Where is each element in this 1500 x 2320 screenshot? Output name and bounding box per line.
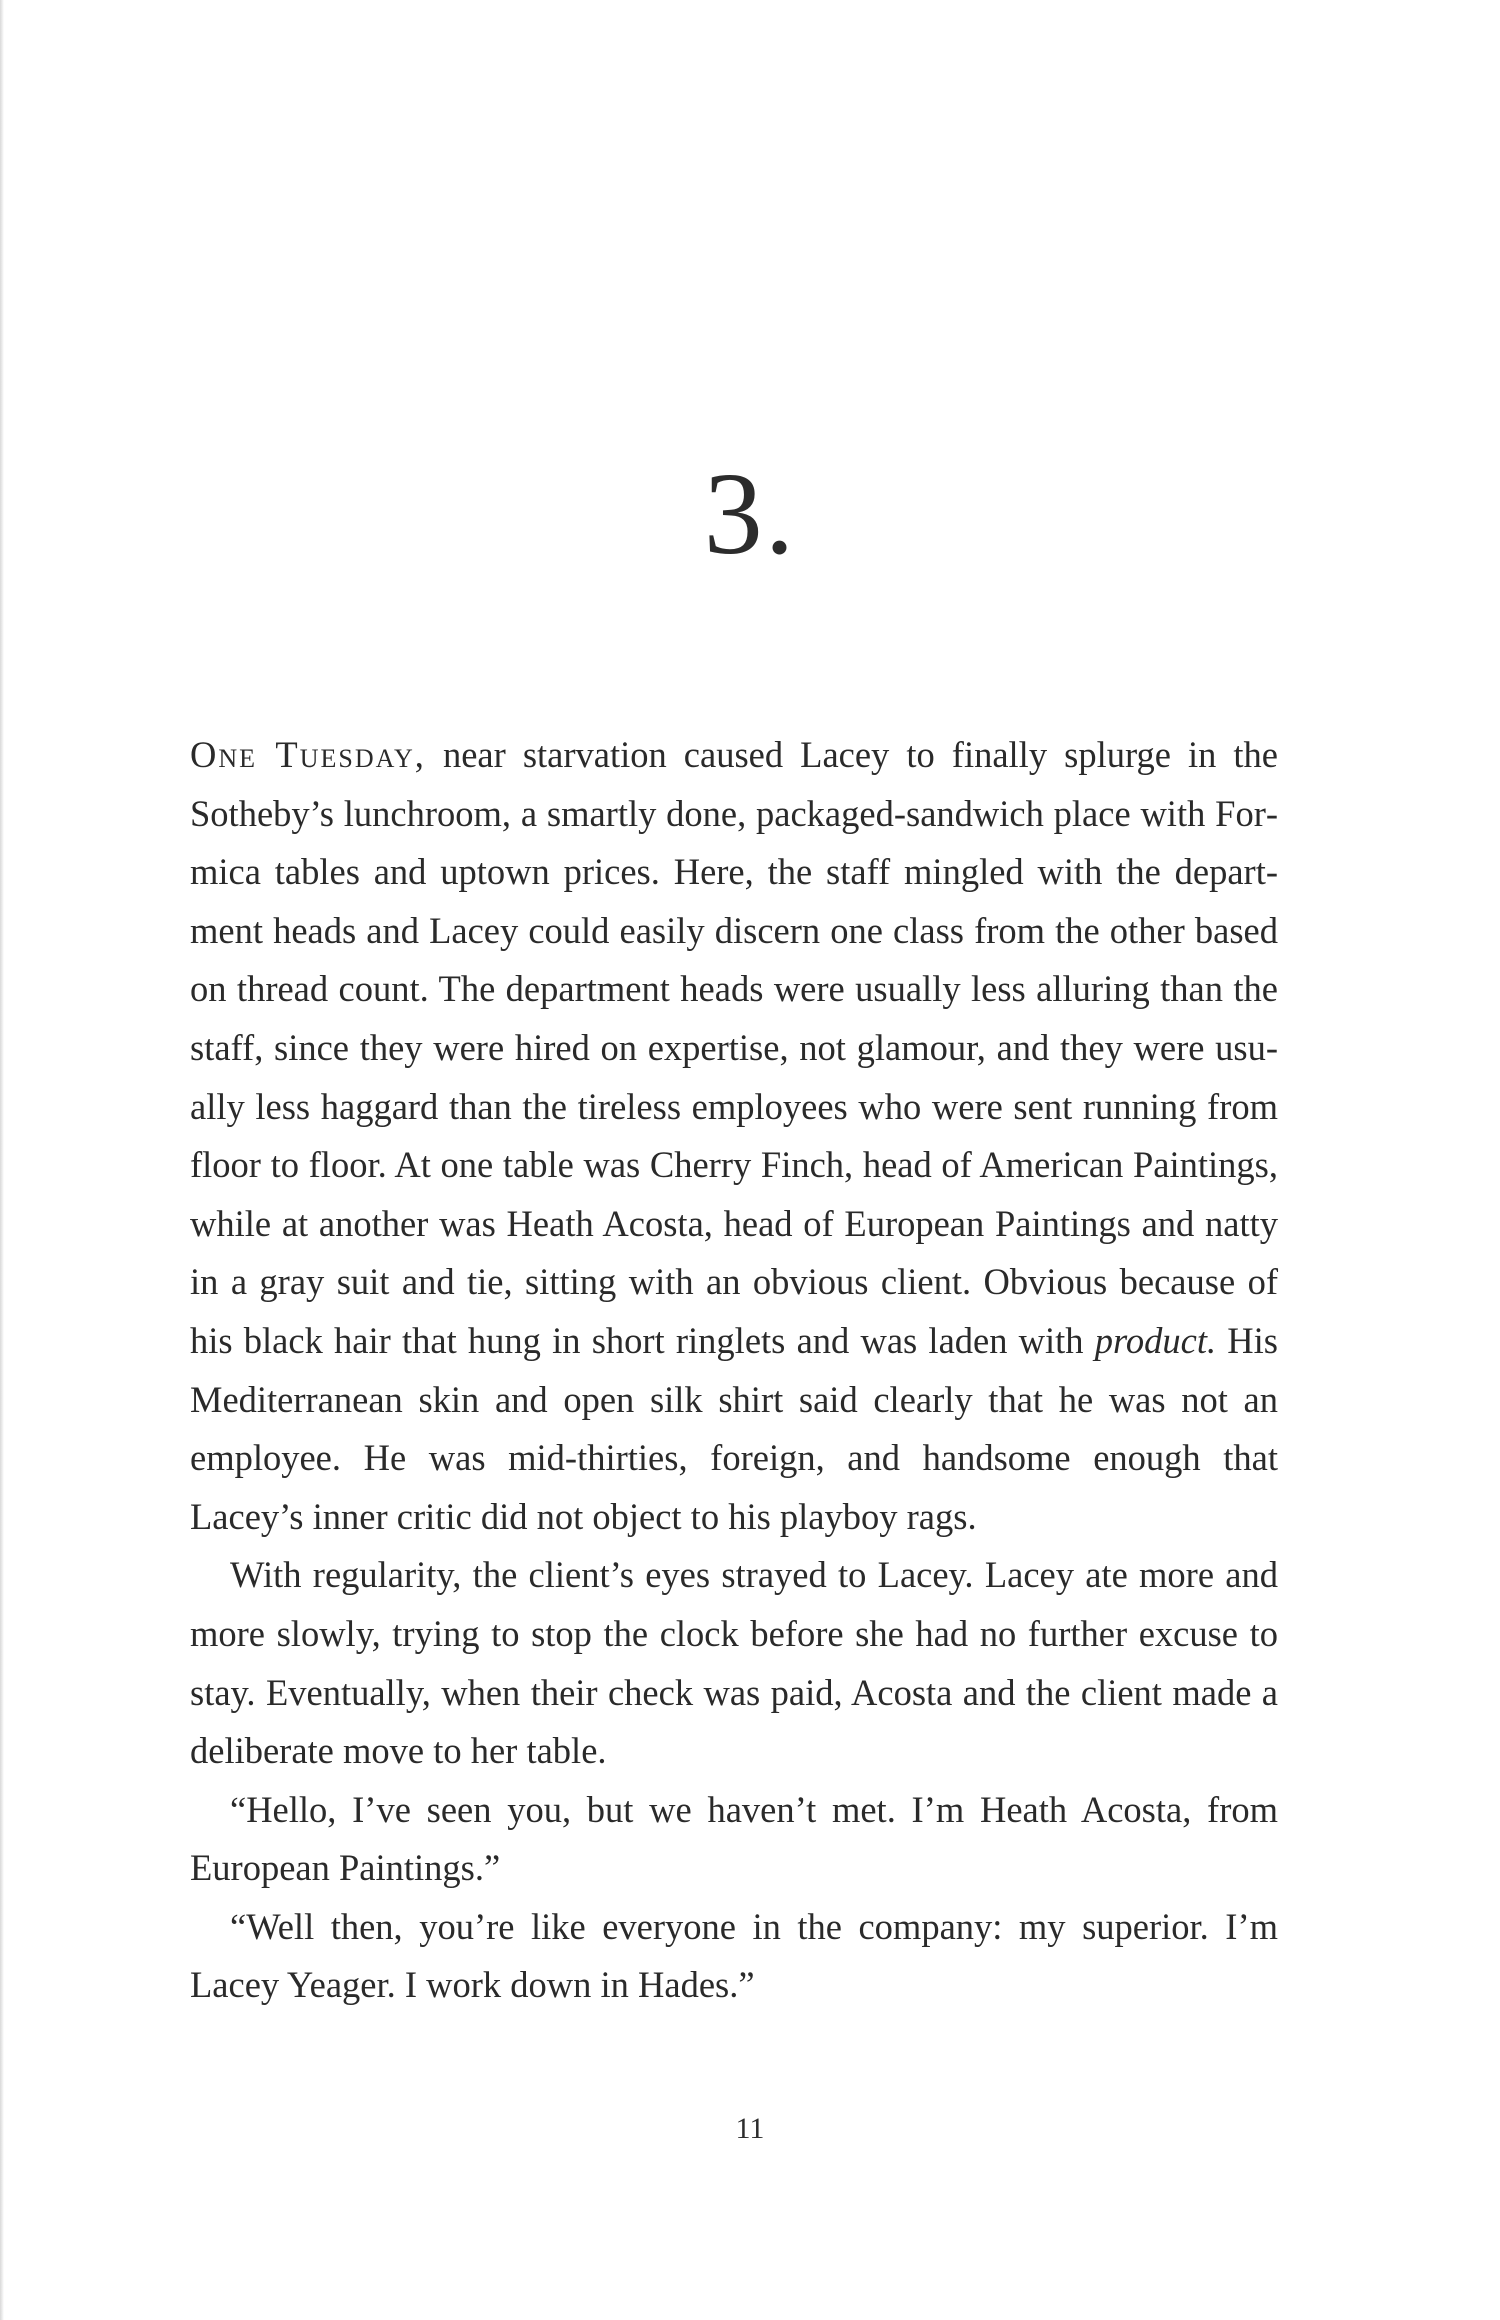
page-binding-edge bbox=[0, 0, 4, 2320]
paragraph-2: With regularity, the client’s eyes strayed to Lacey. Lacey ate more and more slowly, trying to stop the clock before she had no further excuse to stay. Eventually, when their check was paid, Acosta and the client made a deliberate move to her table. bbox=[190, 1554, 1278, 1772]
chapter-number: 3. bbox=[703, 448, 797, 579]
emphasis-product: product. bbox=[1094, 1319, 1217, 1361]
paragraph-3: “Hello, I’ve seen you, but we haven’t met. I’m Heath Acosta, from European Paintings.” bbox=[190, 1788, 1278, 1889]
paragraph-1 bbox=[190, 726, 1278, 1546]
paragraph-4: “Well then, you’re like everyone in the company: my superior. I’m Lacey Yeager. I work down in Hades.” bbox=[190, 1905, 1278, 2006]
page-number: 11 bbox=[735, 2112, 765, 2145]
paragraph-1-part-a: near starvation caused Lacey to finally splurge in the Sotheby’s lunchroom, a smartly done, packaged-sandwich place with Formica tables and uptown prices. Here, the staff mingled with the department heads and Lacey could easily discern one class from the other based on thread count. The department heads were usually less alluring than the staff, since they were hired on expertise, not glamour, and they were usually less haggard than the tireless employees who were sent running from floor to floor. At one table was Cherry Finch, head of American Paintings, while at another was Heath Acosta, head of European Paintings and natty in a gray suit and tie, sitting with an obvious client. Obvious because of his black hair that hung in short ringlets and was laden with bbox=[190, 734, 1279, 1361]
paragraph-1-part-b: His Mediterranean skin and open silk shirt said clearly that he was not an employee. He was mid-thirties, foreign, and handsome enough that Lacey’s inner critic did not object to his playboy rags. bbox=[190, 1319, 1278, 1537]
paragraph-lead-smallcaps: One Tuesday, bbox=[190, 734, 426, 775]
chapter-text bbox=[190, 726, 1278, 2015]
